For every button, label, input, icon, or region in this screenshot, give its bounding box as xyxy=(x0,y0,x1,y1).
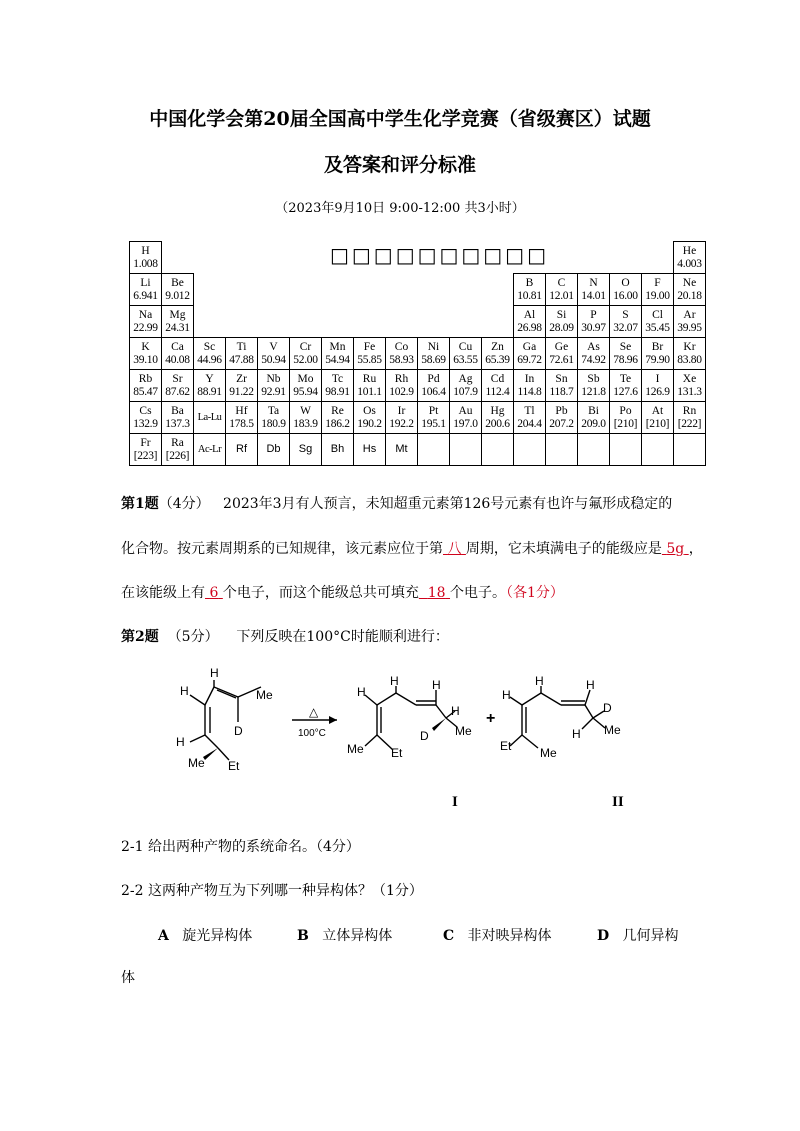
element-symbol: Sn xyxy=(555,372,568,385)
element-symbol: Sc xyxy=(203,340,216,353)
element-symbol: Cd xyxy=(490,372,505,385)
element-mass: [226] xyxy=(165,449,190,462)
element-mass: 9.012 xyxy=(165,289,190,302)
reactant-d: D xyxy=(234,724,243,738)
element-symbol: Mn xyxy=(329,340,346,353)
element-symbol: Au xyxy=(458,404,473,417)
periodic-table-banner: □□□□□□□□□□ xyxy=(330,243,549,267)
element-mass: 63.55 xyxy=(453,353,478,366)
element-symbol: Ag xyxy=(458,372,473,385)
q1-label: 第1题 xyxy=(121,496,159,512)
q2-points: （5分） xyxy=(167,629,219,645)
element-symbol: Cs xyxy=(139,404,152,417)
product-2-name: II xyxy=(612,794,624,810)
p1-et: Et xyxy=(391,746,403,760)
element-symbol: Cu xyxy=(458,340,473,353)
element-symbol: As xyxy=(587,340,600,353)
element-symbol: Zr xyxy=(236,372,247,385)
element-mass: 186.2 xyxy=(325,417,350,430)
p2-h-left: H xyxy=(502,688,511,702)
q2-intro: 下列反映在100°C时能顺利进行： xyxy=(236,629,449,645)
element-mass: [210] xyxy=(613,417,638,430)
q1-text3a: 在该能级上有 xyxy=(121,585,205,601)
element-symbol: Fr xyxy=(140,436,151,449)
element-symbol: Ni xyxy=(427,340,440,353)
element-mass: 40.08 xyxy=(165,353,190,366)
element-symbol: He xyxy=(682,244,697,257)
p2-h-top-right: H xyxy=(586,678,595,692)
p1-h-top-left: H xyxy=(390,674,399,688)
q2-label: 第2题 xyxy=(121,629,159,645)
element-mass: 121.8 xyxy=(581,385,606,398)
p1-d: D xyxy=(420,729,429,743)
element-symbol: Cl xyxy=(652,308,663,321)
element-symbol: Ba xyxy=(171,404,184,417)
p2-me-bottom: Me xyxy=(540,746,557,760)
p2-h-top-left: H xyxy=(535,674,544,688)
element-symbol: In xyxy=(524,372,535,385)
element-symbol: Bi xyxy=(588,404,599,417)
element-mass: 79.90 xyxy=(645,353,670,366)
element-mass: 39.95 xyxy=(677,321,702,334)
element-symbol: Bh xyxy=(330,443,345,455)
element-symbol: Ac-Lr xyxy=(197,444,222,455)
q2-sub1: 2-1 给出两种产物的系统命名。（4分） xyxy=(121,839,360,855)
element-mass: 209.0 xyxy=(581,417,606,430)
element-symbol: Xe xyxy=(682,372,697,385)
element-symbol: Na xyxy=(138,308,153,321)
element-symbol: Db xyxy=(266,443,281,455)
element-mass: 197.0 xyxy=(453,417,478,430)
element-symbol: Re xyxy=(331,404,344,417)
p1-h-top-right: H xyxy=(432,678,441,692)
element-mass: 58.93 xyxy=(389,353,414,366)
element-mass: 1.008 xyxy=(133,257,158,270)
reactant-h-top: H xyxy=(210,666,219,680)
element-symbol: Rh xyxy=(394,372,409,385)
option-d-wrap: 体 xyxy=(121,970,135,986)
reactant-h-left: H xyxy=(180,684,189,698)
element-mass: 32.07 xyxy=(613,321,638,334)
element-mass: 28.09 xyxy=(549,321,574,334)
q1-scoring: （各1分） xyxy=(506,585,564,601)
element-mass: 192.2 xyxy=(389,417,414,430)
q1-text3b: 个电子，而这个能级总共可填充 xyxy=(222,585,419,601)
element-mass: 85.47 xyxy=(133,385,158,398)
element-symbol: Ne xyxy=(682,276,697,289)
element-symbol: Tc xyxy=(331,372,344,385)
element-mass: 87.62 xyxy=(165,385,190,398)
element-mass: 106.4 xyxy=(421,385,446,398)
element-mass: 52.00 xyxy=(293,353,318,366)
element-symbol: Ga xyxy=(522,340,537,353)
arrow-temp-label: 100°C xyxy=(298,728,326,739)
element-symbol: H xyxy=(141,244,150,257)
element-mass: 54.94 xyxy=(325,353,350,366)
element-symbol: Ra xyxy=(171,436,184,449)
element-symbol: P xyxy=(590,308,597,321)
element-mass: 58.69 xyxy=(421,353,446,366)
element-symbol: Be xyxy=(171,276,184,289)
option-a: A 旋光异构体 xyxy=(158,928,253,944)
element-symbol: Pd xyxy=(427,372,440,385)
element-mass: 6.941 xyxy=(133,289,158,302)
element-symbol: C xyxy=(557,276,566,289)
element-mass: 55.85 xyxy=(357,353,382,366)
element-mass: 180.9 xyxy=(261,417,286,430)
q1-answer-period: 八 xyxy=(447,541,462,557)
element-mass: 118.7 xyxy=(549,385,574,398)
element-mass: 65.39 xyxy=(485,353,510,366)
element-mass: 12.01 xyxy=(549,289,574,302)
element-mass: 88.91 xyxy=(197,385,222,398)
q1-text2a: 化合物。按元素周期系的已知规律，该元素应位于第 xyxy=(121,541,443,557)
element-symbol: Pb xyxy=(555,404,568,417)
element-mass: 20.18 xyxy=(677,289,702,302)
element-symbol: Co xyxy=(394,340,409,353)
element-mass: 24.31 xyxy=(165,321,190,334)
element-symbol: Fe xyxy=(363,340,376,353)
element-mass: 19.00 xyxy=(645,289,670,302)
element-symbol: Mt xyxy=(395,443,408,455)
element-symbol: Rf xyxy=(236,443,247,455)
element-mass: 16.00 xyxy=(613,289,638,302)
element-mass: 101.1 xyxy=(357,385,382,398)
element-mass: 44.96 xyxy=(197,353,222,366)
element-symbol: Sg xyxy=(298,443,313,455)
arrow-heat-label: △ xyxy=(309,705,319,719)
element-symbol: S xyxy=(622,308,629,321)
element-symbol: Se xyxy=(619,340,632,353)
element-mass: 10.81 xyxy=(517,289,542,302)
q1-answer-electrons: 6 xyxy=(209,585,219,601)
element-symbol: O xyxy=(621,276,630,289)
element-symbol: At xyxy=(651,404,664,417)
element-mass: 204.4 xyxy=(517,417,542,430)
element-mass: [222] xyxy=(677,417,702,430)
element-symbol: Al xyxy=(523,308,536,321)
option-b: B 立体异构体 xyxy=(297,928,393,944)
element-symbol: V xyxy=(269,340,278,353)
element-mass: 137.3 xyxy=(165,417,190,430)
q1-points: （4分） xyxy=(158,496,210,512)
element-symbol: W xyxy=(300,404,311,417)
q1-answer-capacity: 18 xyxy=(427,585,446,601)
element-symbol: Mo xyxy=(297,372,314,385)
element-symbol: Hg xyxy=(490,404,505,417)
element-mass: 132.9 xyxy=(133,417,158,430)
element-symbol: Ru xyxy=(362,372,377,385)
q1-text2b: 周期，它未填满电子的能级应是 xyxy=(465,541,662,557)
element-symbol: Po xyxy=(619,404,632,417)
p2-me-right: Me xyxy=(604,723,621,737)
element-symbol: Rb xyxy=(138,372,153,385)
element-mass: 195.1 xyxy=(421,417,446,430)
option-c: C 非对映异构体 xyxy=(443,928,552,944)
element-symbol: B xyxy=(525,276,534,289)
element-mass: 50.94 xyxy=(261,353,286,366)
element-symbol: Ge xyxy=(554,340,569,353)
element-mass: 30.97 xyxy=(581,321,606,334)
reactant-me-right: Me xyxy=(256,688,273,702)
q1-text3c: 个电子。 xyxy=(450,585,507,601)
element-mass: 112.4 xyxy=(485,385,510,398)
element-mass: 72.61 xyxy=(549,353,574,366)
p1-h-stereo: H xyxy=(451,704,460,718)
element-mass: 92.91 xyxy=(261,385,286,398)
element-mass: [210] xyxy=(645,417,670,430)
element-symbol: Cr xyxy=(299,340,312,353)
element-mass: 207.2 xyxy=(549,417,574,430)
product-1-name: I xyxy=(452,794,458,810)
p2-d: D xyxy=(603,701,612,715)
element-mass: 35.45 xyxy=(645,321,670,334)
p2-et: Et xyxy=(500,739,512,753)
q1-answer-sublevel: 5g xyxy=(666,541,685,557)
element-symbol: Pt xyxy=(428,404,439,417)
element-mass: 200.6 xyxy=(485,417,510,430)
element-mass: [223] xyxy=(133,449,158,462)
reactant-et: Et xyxy=(228,759,240,773)
element-mass: 98.91 xyxy=(325,385,350,398)
page-subtitle: 及答案和评分标准 xyxy=(323,154,476,176)
element-symbol: Hf xyxy=(235,404,248,417)
element-symbol: Li xyxy=(140,276,151,289)
element-mass: 26.98 xyxy=(517,321,542,334)
element-mass: 78.96 xyxy=(613,353,638,366)
element-mass: 126.9 xyxy=(645,385,670,398)
element-mass: 74.92 xyxy=(581,353,606,366)
q2-sub2: 2-2 这两种产物互为下列哪一种异构体？（1分） xyxy=(121,883,423,899)
element-symbol: Sr xyxy=(172,372,183,385)
element-symbol: Rn xyxy=(682,404,697,417)
element-mass: 190.2 xyxy=(357,417,382,430)
p1-me-left: Me xyxy=(347,742,364,756)
plus-sign: + xyxy=(486,710,496,727)
element-symbol: Sb xyxy=(587,372,600,385)
exam-info: （2023年9月10日 9:00-12:00 共3小时） xyxy=(275,201,525,216)
element-mass: 69.72 xyxy=(517,353,542,366)
element-symbol: Si xyxy=(556,308,567,321)
element-symbol: Kr xyxy=(683,340,696,353)
element-symbol: Ti xyxy=(236,340,247,353)
element-mass: 107.9 xyxy=(453,385,478,398)
q1-text2c: ， xyxy=(688,541,703,557)
element-mass: 47.88 xyxy=(229,353,254,366)
p1-me-right: Me xyxy=(455,724,472,738)
element-mass: 91.22 xyxy=(229,385,254,398)
element-symbol: Ar xyxy=(683,308,696,321)
element-symbol: Br xyxy=(651,340,664,353)
element-symbol: Nb xyxy=(266,372,281,385)
element-mass: 127.6 xyxy=(613,385,638,398)
p1-h-left: H xyxy=(357,685,366,699)
option-d: D 几何异构 xyxy=(597,928,679,944)
element-symbol: N xyxy=(589,276,598,289)
element-mass: 131.3 xyxy=(677,385,702,398)
p2-h-stereo: H xyxy=(572,727,581,741)
element-mass: 14.01 xyxy=(581,289,606,302)
element-mass: 102.9 xyxy=(389,385,414,398)
element-mass: 83.80 xyxy=(677,353,702,366)
element-symbol: Y xyxy=(205,372,214,385)
element-mass: 183.9 xyxy=(293,417,318,430)
element-symbol: Te xyxy=(619,372,632,385)
element-symbol: Ca xyxy=(171,340,184,353)
element-symbol: La-Lu xyxy=(197,412,222,423)
element-symbol: Ta xyxy=(267,404,280,417)
reactant-me-bottom: Me xyxy=(188,756,205,770)
element-symbol: F xyxy=(654,276,661,289)
element-mass: 114.8 xyxy=(517,385,542,398)
element-symbol: Ir xyxy=(397,404,406,417)
page-title: 中国化学会第20届全国高中学生化学竞赛（省级赛区）试题 xyxy=(149,108,651,130)
element-mass: 4.003 xyxy=(677,257,702,270)
element-symbol: Hs xyxy=(362,443,377,455)
reactant-h-lower: H xyxy=(176,735,185,749)
element-symbol: Os xyxy=(363,404,376,417)
element-symbol: Mg xyxy=(169,308,186,321)
element-symbol: Zn xyxy=(491,340,504,353)
element-symbol: Tl xyxy=(524,404,535,417)
element-symbol: I xyxy=(655,372,660,385)
q1-text1: 2023年3月有人预言，未知超重元素第126号元素有也许与氟形成稳定的 xyxy=(223,496,673,512)
element-mass: 39.10 xyxy=(133,353,158,366)
element-mass: 22.99 xyxy=(133,321,158,334)
element-symbol: K xyxy=(141,340,150,353)
element-mass: 178.5 xyxy=(229,417,254,430)
element-mass: 95.94 xyxy=(293,385,318,398)
